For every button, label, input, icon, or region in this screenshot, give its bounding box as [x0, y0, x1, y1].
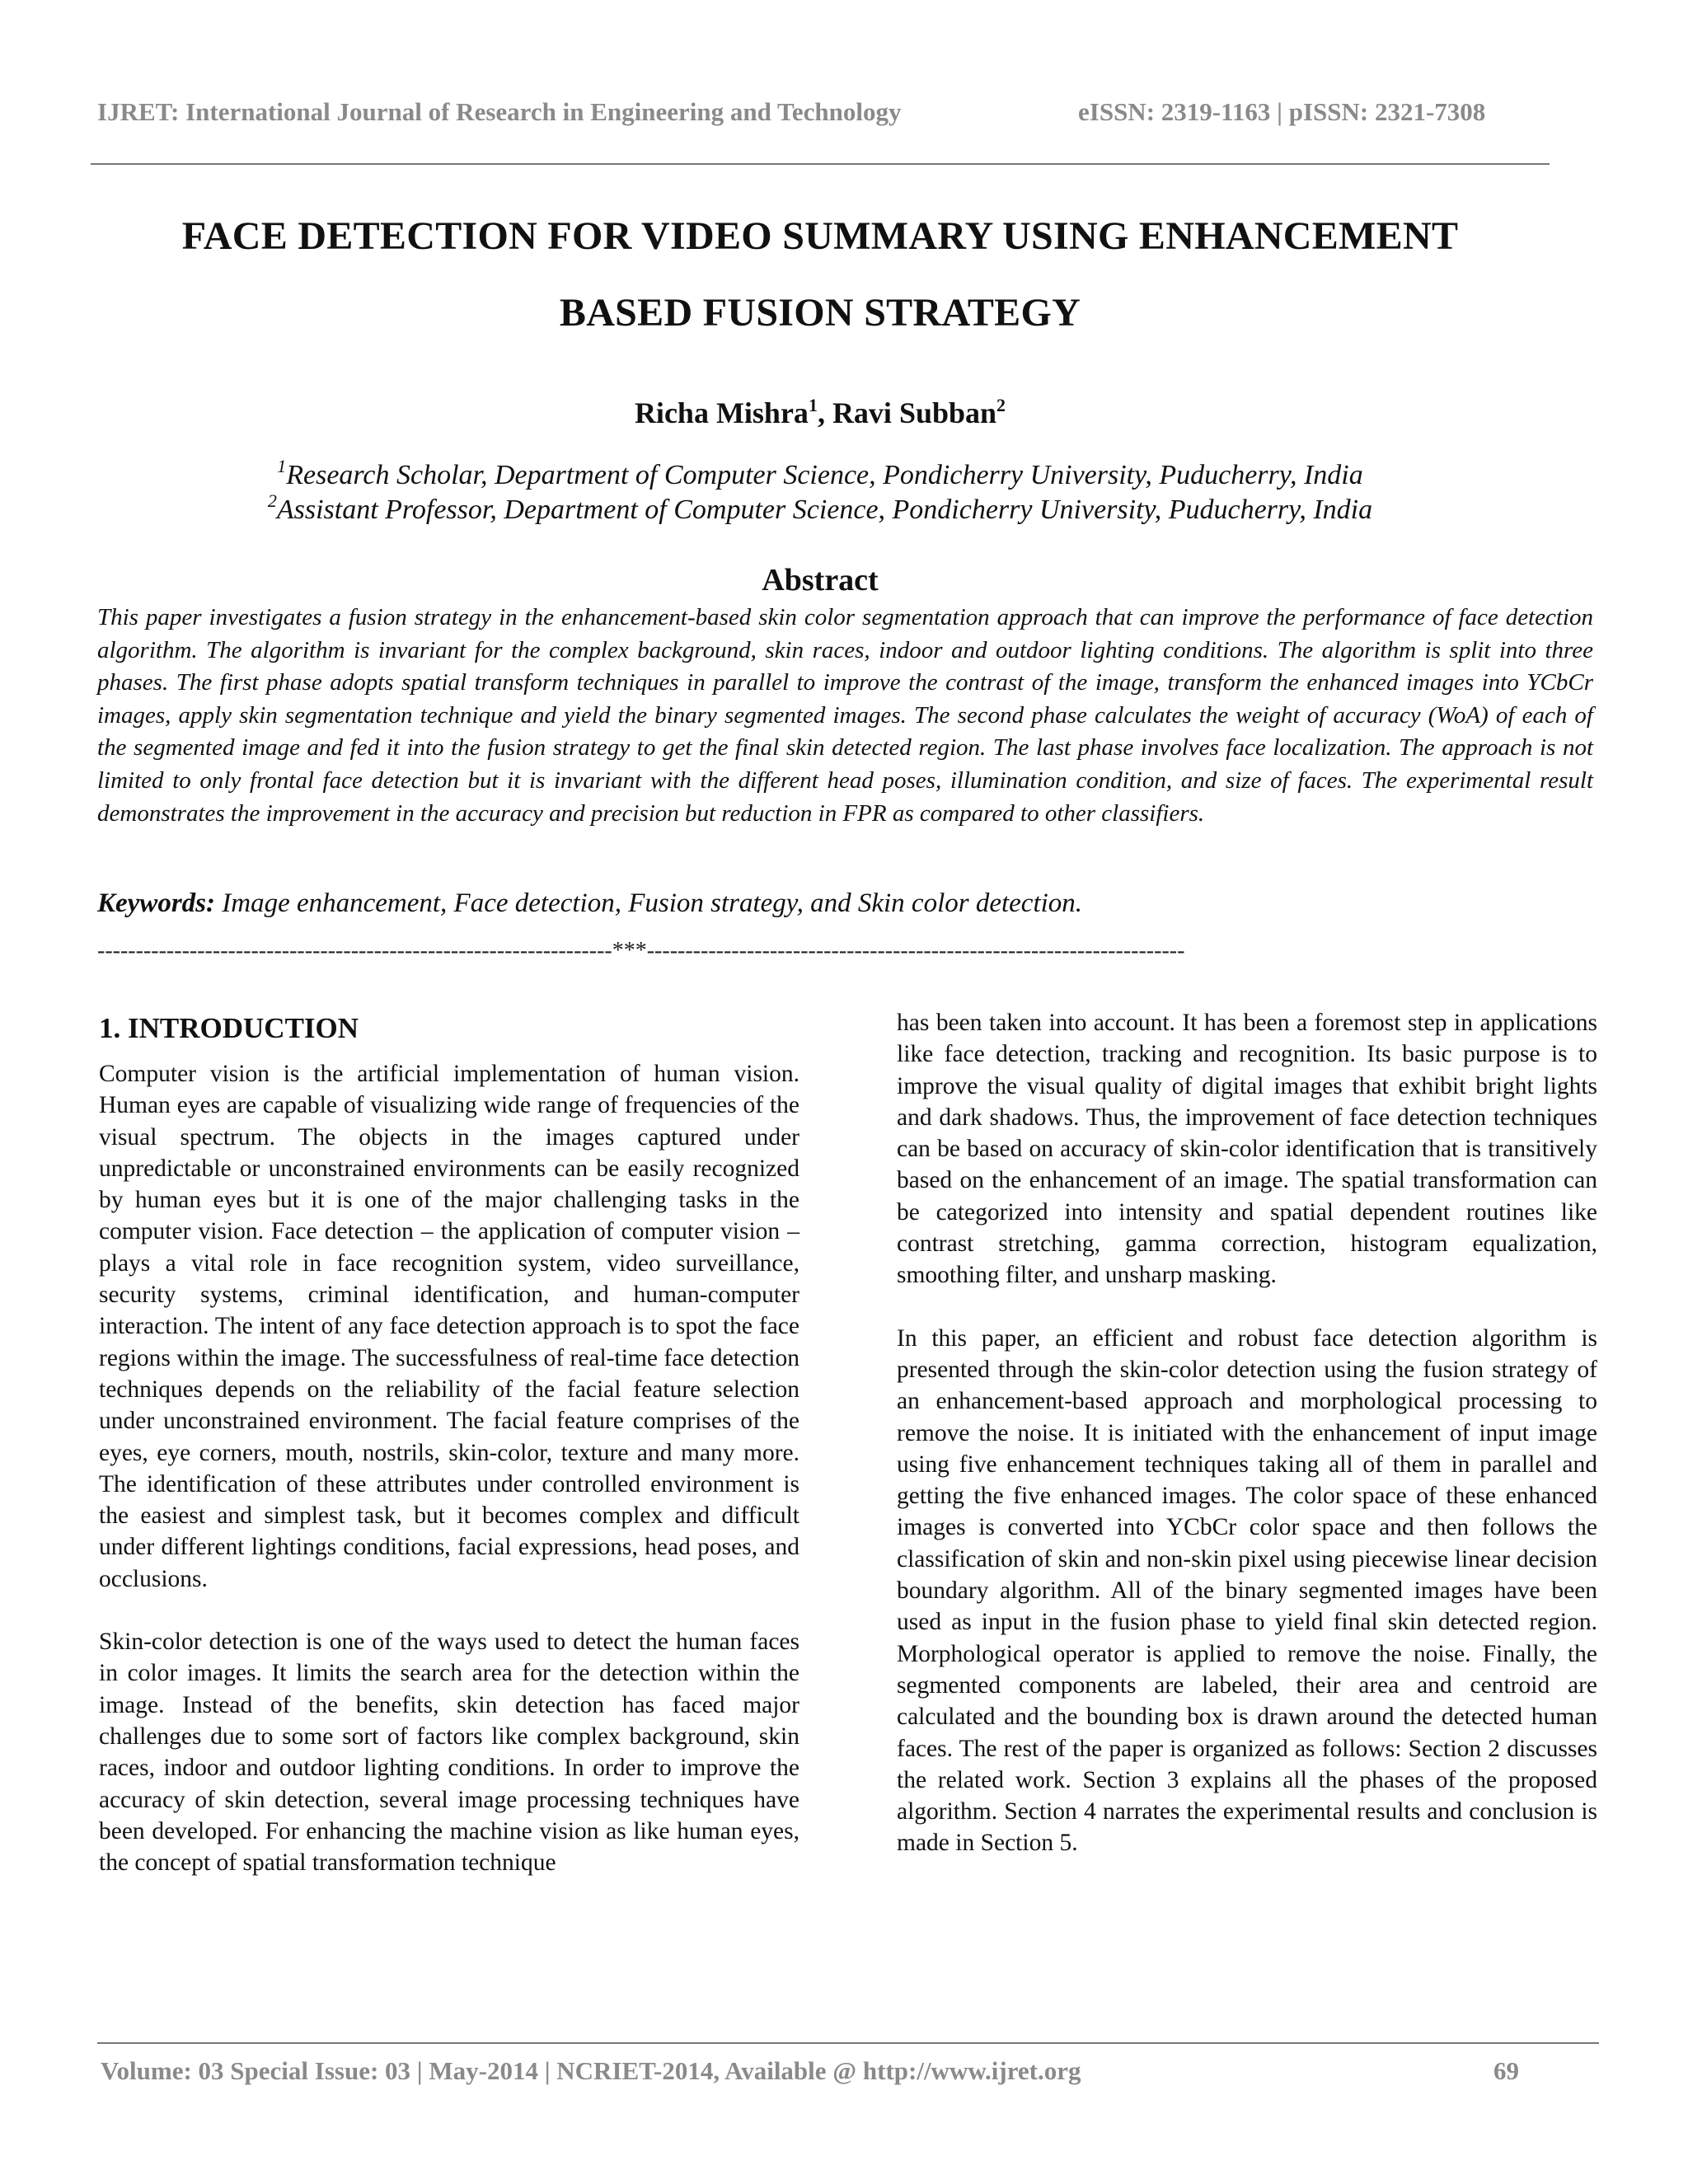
keywords	[97, 888, 1593, 919]
author-affil-mark: 2	[996, 395, 1006, 415]
page-number: 69	[1493, 2056, 1519, 2085]
title-line-1: FACE DETECTION FOR VIDEO SUMMARY USING ENHANCEMENT	[181, 214, 1459, 258]
keywords-label: Keywords:	[97, 888, 215, 918]
section-separator: -------------------------------------------------------------------***----------------------------------------------------------------------	[97, 938, 1185, 963]
affiliation-mark: 2	[267, 490, 277, 511]
paper-title	[91, 198, 1550, 351]
paragraph: Computer vision is the artificial implementation of human vision. Human eyes are capable of visualizing wide range of frequencies of the visual spectrum. The objects in the images captured under unpredictable or unconstrained environments can be easily recognized by human eyes but it is one of the major challenging tasks in the computer vision. Face detection – the application of computer vision – plays a vital role in face recognition system, video surveillance, security systems, criminal identification, and human-computer interaction. The intent of any face detection approach is to spot the face regions within the image. The successfulness of real-time face detection techniques depends on the reliability of the facial feature selection under unconstrained environment. The facial feature comprises of the eyes, eye corners, mouth, nostrils, skin-color, texture and many more. The identification of these attributes under controlled environment is the easiest and simplest task, but it becomes complex and difficult under different lightings conditions, facial expressions, head poses, and occlusions.	[99, 1061, 799, 1592]
author-separator: ,	[817, 396, 832, 429]
keywords-text: Image enhancement, Face detection, Fusion strategy, and Skin color detection.	[215, 888, 1083, 918]
right-column	[897, 1007, 1597, 1859]
footer-rule	[97, 2042, 1599, 2044]
author-name: Ravi Subban	[832, 396, 997, 429]
author-affil-mark: 1	[808, 395, 818, 415]
title-line-2: BASED FUSION STRATEGY	[559, 291, 1081, 335]
section-heading: 1. INTRODUCTION	[99, 1012, 359, 1044]
journal-name: IJRET: International Journal of Research in Engineering and Technology	[97, 97, 902, 126]
affiliation-2	[91, 490, 1550, 526]
author-name: Richa Mishra	[634, 396, 809, 429]
paragraph: has been taken into account. It has been a foremost step in applications like face detection, tracking and recognition. Its basic purpose is to improve the visual quality of digital images that exhibit bright lights and dark shadows. Thus, the improvement of face detection techniques can be based on accuracy of skin-color identification that is transitively based on the enhancement of an image. The spatial transformation can be categorized into intensity and spatial dependent routines like contrast stretching, gamma correction, histogram equalization, smoothing filter, and unsharp masking.	[897, 1010, 1597, 1289]
affiliation-text: Assistant Professor, Department of Computer Science, Pondicherry University, Puducherry, India	[276, 494, 1373, 525]
affiliation-mark: 1	[277, 456, 287, 476]
paragraph: In this paper, an efficient and robust face detection algorithm is presented through the skin-color detection using the fusion strategy of an enhancement-based approach and morphological processing to remove the noise. It is initiated with the enhancement of input image using five enhancement techniques taking all of them in parallel and getting the five enhanced images. The color space of these enhanced images is converted into YCbCr color space and then follows the classification of skin and non-skin pixel using piecewise linear decision boundary algorithm. All of the binary segmented images have been used as input in the fusion phase to yield final skin detected region. Morphological operator is applied to remove the noise. Finally, the segmented components are labeled, their area and centroid are calculated and the bounding box is drawn around the detected human faces. The rest of the paper is organized as follows: Section 2 discusses the related work. Section 3 explains all the phases of the proposed algorithm. Section 4 narrates the experimental results and conclusion is made in Section 5.	[897, 1324, 1597, 1857]
abstract-text: This paper investigates a fusion strategy in the enhancement-based skin color segmentation approach that can improve the performance of face detection algorithm. The algorithm is invariant for the complex background, skin races, indoor and outdoor lighting conditions. The algorithm is split into three phases. The first phase adopts spatial transform techniques in parallel to improve the contrast of the image, transform the enhanced images into YCbCr images, apply skin segmentation technique and yield the binary segmented images. The second phase calculates the weight of accuracy (WoA) of each of the segmented image and fed it into the fusion strategy to get the final skin detected region. The last phase involves face localization. The approach is not limited to only frontal face detection but it is invariant with the different head poses, illumination condition, and size of faces. The experimental result demonstrates the improvement in the accuracy and precision but reduction in FPR as compared to other classifiers.	[97, 604, 1593, 827]
footer-text: Volume: 03 Special Issue: 03 | May-2014 | NCRIET-2014, Available @ http://www.ijret.org	[101, 2056, 1081, 2085]
paragraph: Skin-color detection is one of the ways used to detect the human faces in color images. It limits the search area for the detection within the image. Instead of the benefits, skin detection has faced major challenges due to some sort of factors like complex background, skin races, indoor and outdoor lighting conditions. In order to improve the accuracy of skin detection, several image processing techniques have been developed. For enhancing the machine vision as like human eyes, the concept of spatial transformation technique	[99, 1629, 799, 1877]
left-column	[99, 1005, 799, 1878]
affiliation-text: Research Scholar, Department of Computer Science, Pondicherry University, Puducherry, India	[286, 460, 1363, 490]
author-list	[91, 396, 1550, 430]
page-footer	[101, 2056, 1551, 2086]
affiliation-1	[91, 456, 1550, 491]
header-rule	[91, 163, 1550, 165]
issn-info: eISSN: 2319-1163 | pISSN: 2321-7308	[1078, 97, 1486, 126]
abstract-heading: Abstract	[762, 563, 879, 598]
